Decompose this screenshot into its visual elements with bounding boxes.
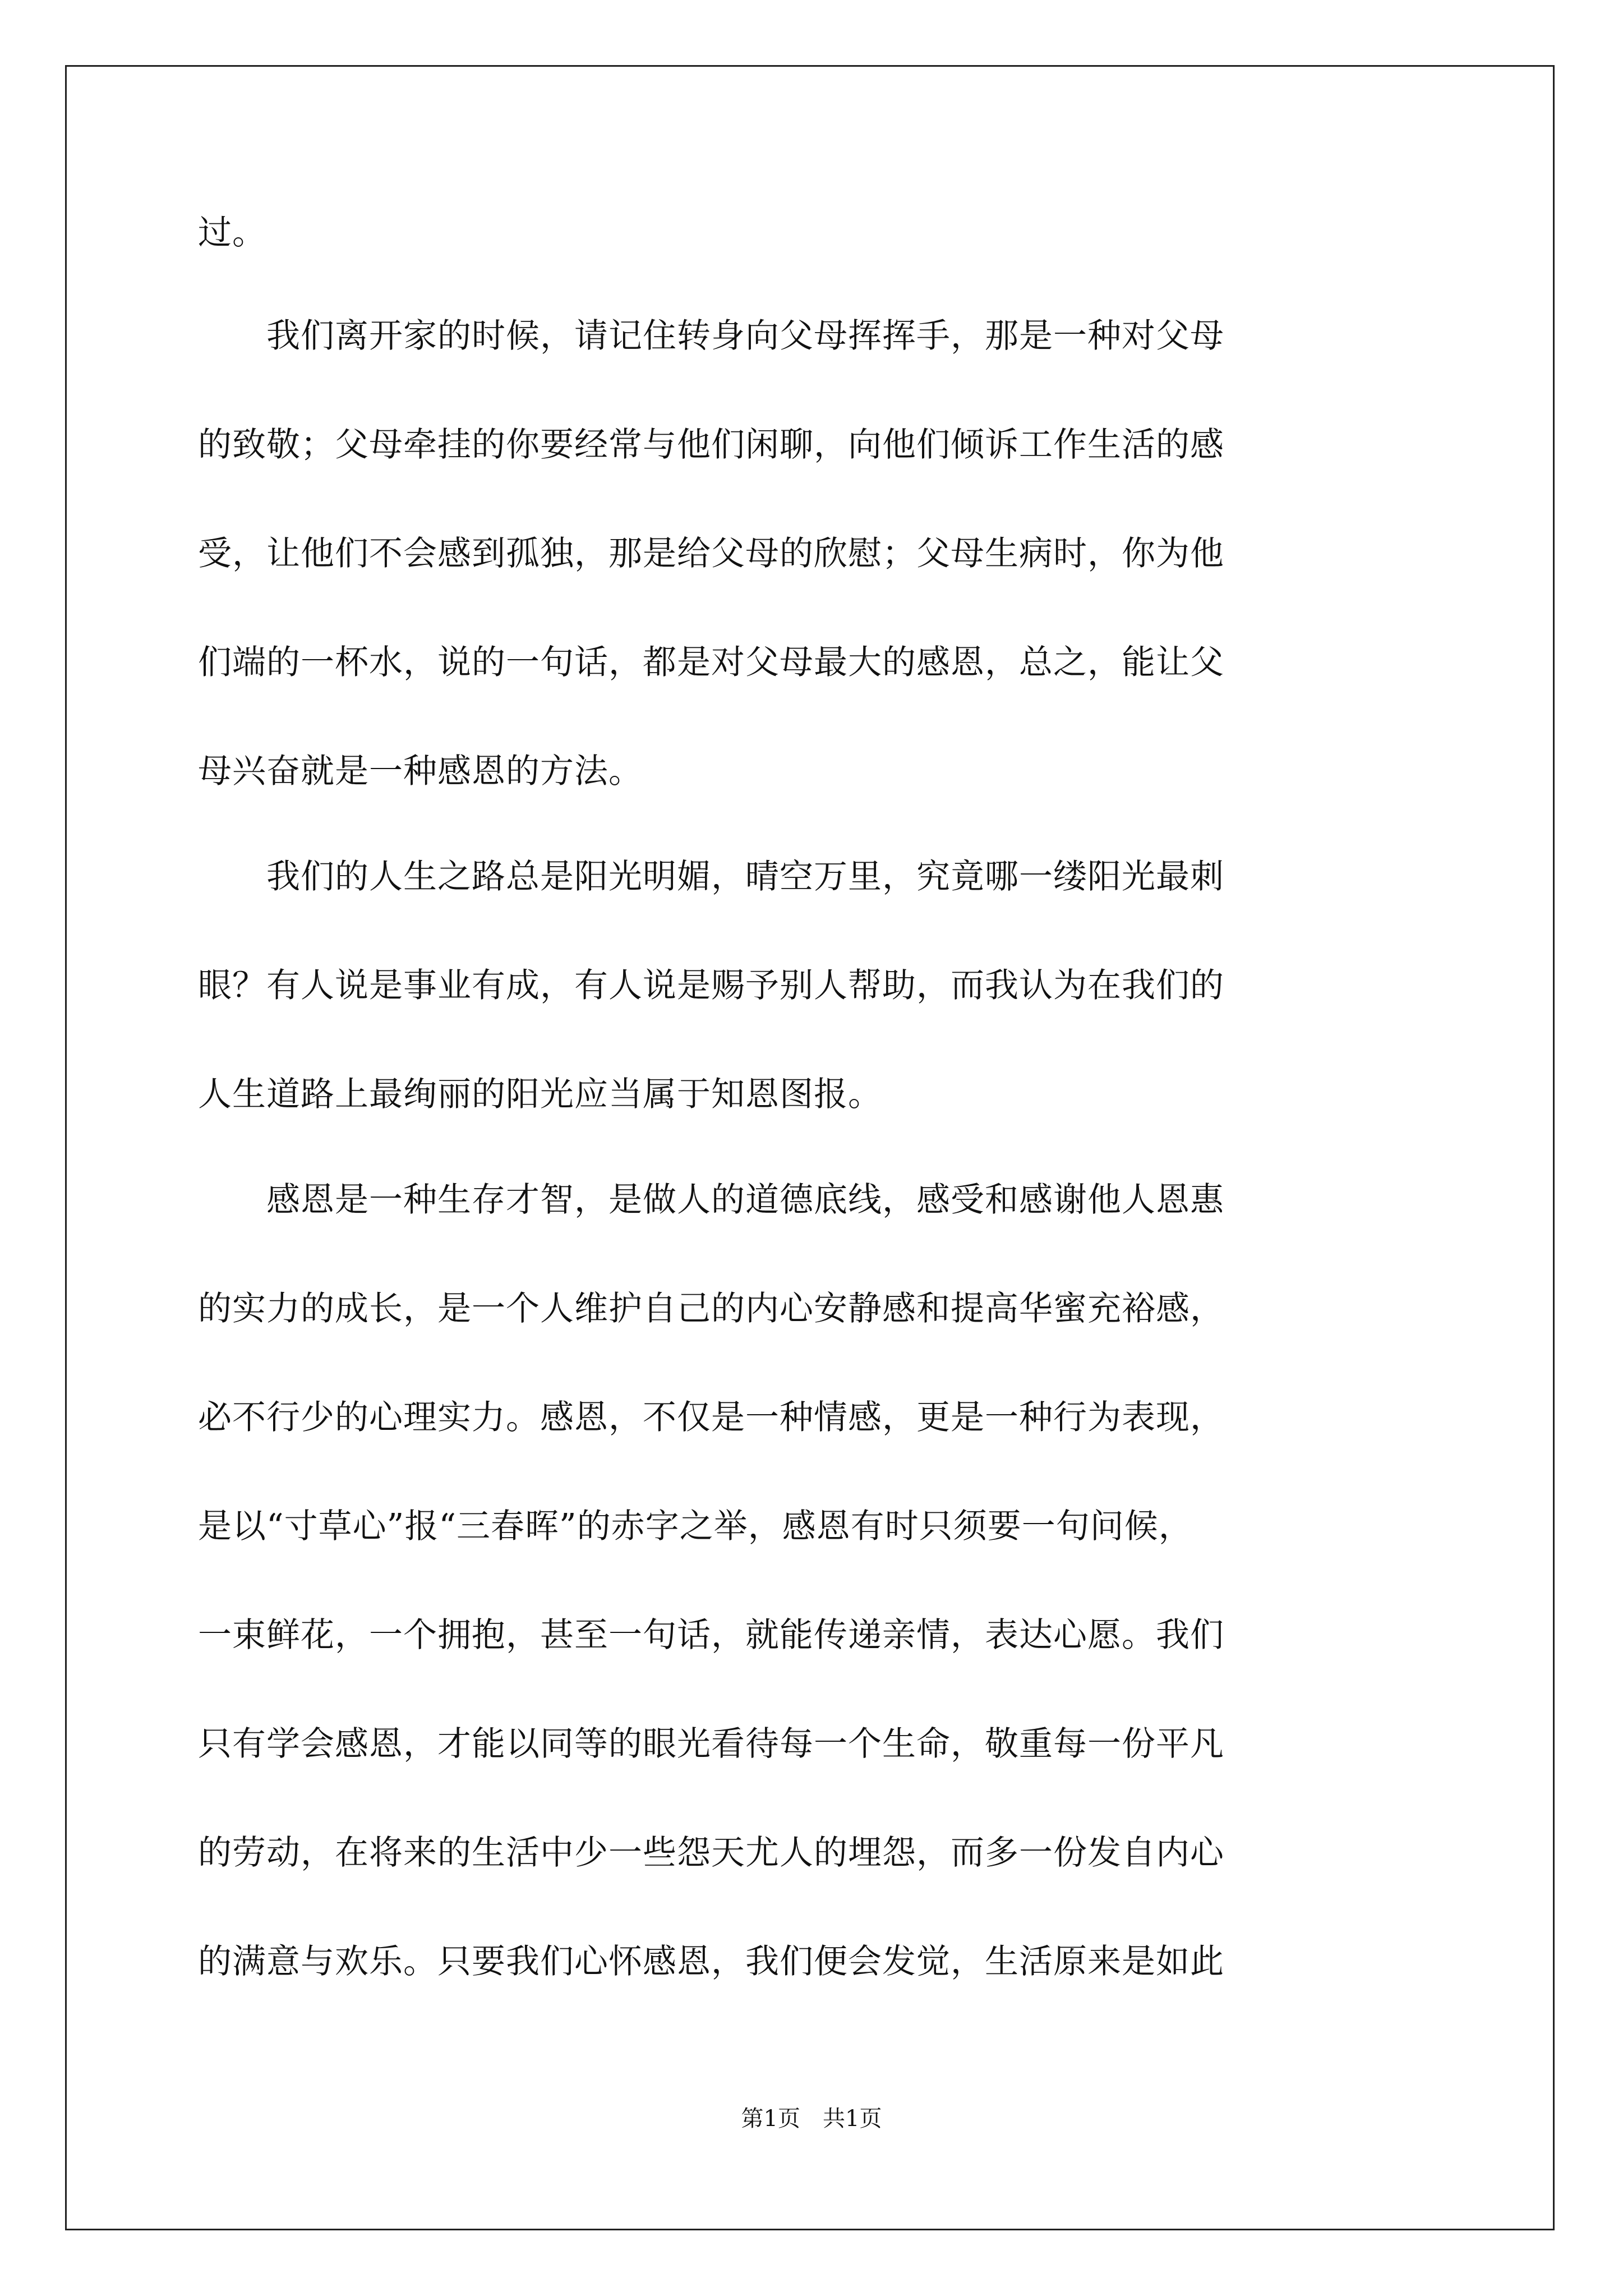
text-line: 只有学会感恩，才能以同等的眼光看待每一个生命，敬重每一份平凡 xyxy=(198,1724,1224,1764)
text-line: 眼？有人说是事业有成，有人说是赐予别人帮助，而我认为在我们的 xyxy=(198,966,1224,1005)
text-line: 们端的一杯水，说的一句话，都是对父母最大的感恩，总之，能让父 xyxy=(198,643,1224,682)
text-line: 人生道路上最绚丽的阳光应当属于知恩图报。 xyxy=(198,1075,882,1114)
text-line: 我们的人生之路总是阳光明媚，晴空万里，究竟哪一缕阳光最刺 xyxy=(198,857,1224,896)
text-line: 是以“寸草心”报“三春晖”的赤字之举，感恩有时只须要一句问候， xyxy=(198,1507,1193,1546)
text-line: 我们离开家的时候，请记住转身向父母挥挥手，那是一种对父母 xyxy=(198,316,1224,356)
text-line: 一束鲜花，一个拥抱，甚至一句话，就能传递亲情，表达心愿。我们 xyxy=(198,1616,1224,1655)
text-line: 的致敬；父母牵挂的你要经常与他们闲聊，向他们倾诉工作生活的感 xyxy=(198,425,1224,464)
text-line: 母兴奋就是一种感恩的方法。 xyxy=(198,752,643,791)
text-line: 的满意与欢乐。只要我们心怀感恩，我们便会发觉，生活原来是如此 xyxy=(198,1942,1224,1981)
text-line: 感恩是一种生存才智，是做人的道德底线，感受和感谢他人恩惠 xyxy=(198,1180,1224,1220)
text-line: 受，让他们不会感到孤独，那是给父母的欣慰；父母生病时，你为他 xyxy=(198,534,1224,573)
page-number-footer: 第1页 共1页 xyxy=(741,2106,882,2132)
document-body xyxy=(198,213,1454,1981)
text-line: 的劳动，在将来的生活中少一些怨天尤人的埋怨，而多一份发自内心 xyxy=(198,1833,1224,1872)
text-line: 必不行少的心理实力。感恩，不仅是一种情感，更是一种行为表现， xyxy=(198,1398,1224,1437)
text-line: 的实力的成长，是一个人维护自己的内心安静感和提高华蜜充裕感， xyxy=(198,1289,1224,1328)
text-line: 过。 xyxy=(198,213,266,252)
